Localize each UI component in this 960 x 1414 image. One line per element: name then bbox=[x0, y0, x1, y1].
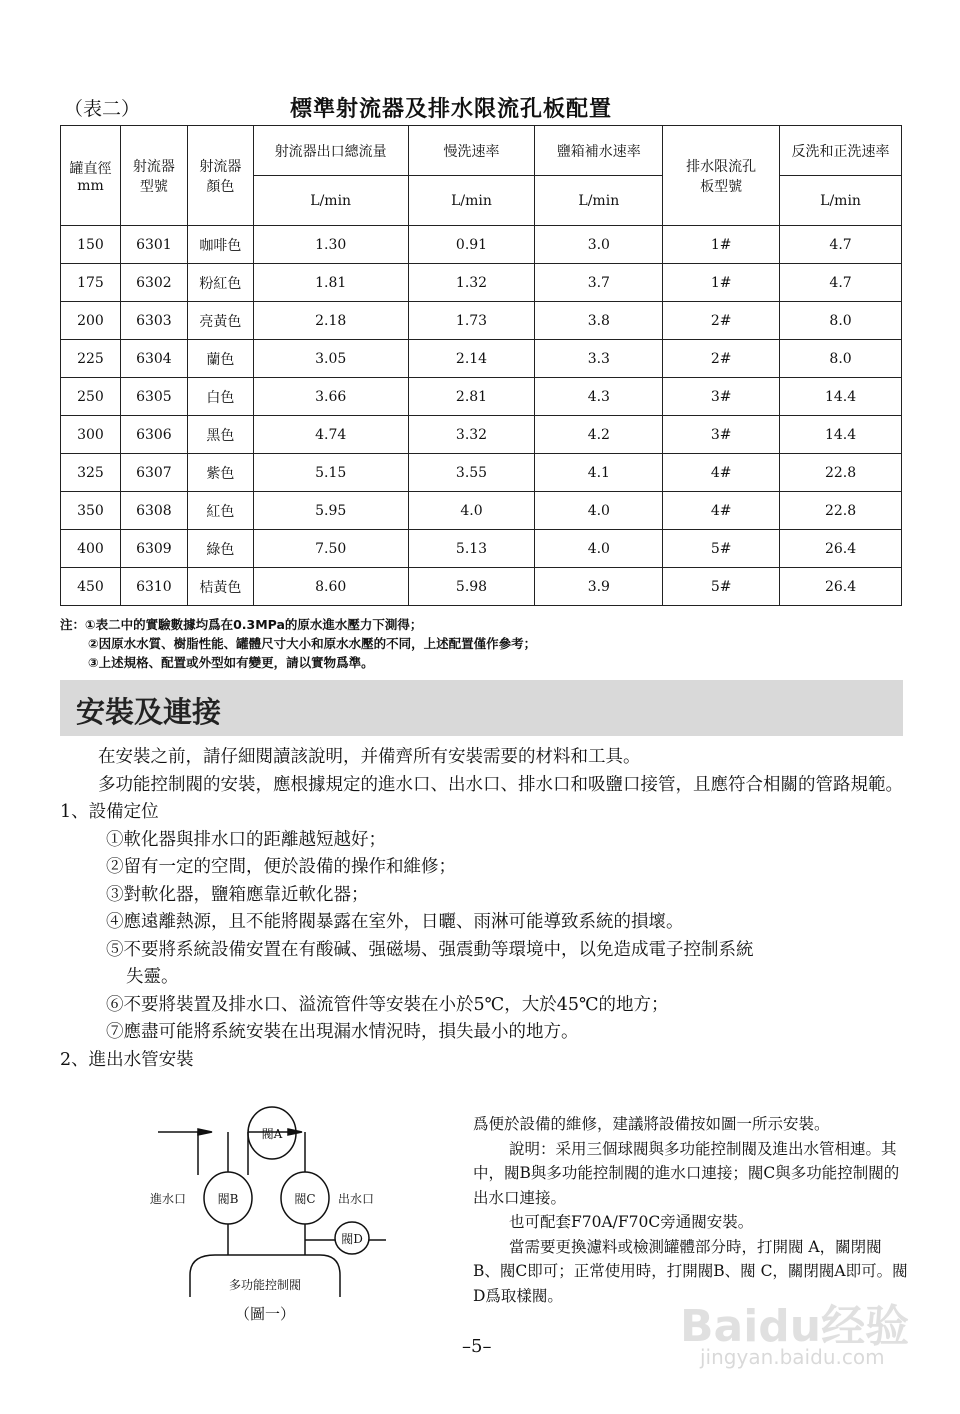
table-cell: 22.8 bbox=[780, 454, 902, 492]
table-cell: 3.3 bbox=[535, 340, 663, 378]
table-cell: 4# bbox=[663, 454, 780, 492]
table-cell: 4.74 bbox=[253, 416, 408, 454]
table-cell: 300 bbox=[61, 416, 121, 454]
table-cell: 2.81 bbox=[408, 378, 535, 416]
table-cell: 0.91 bbox=[408, 226, 535, 264]
table-row bbox=[61, 340, 902, 378]
table-cell: 4.2 bbox=[535, 416, 663, 454]
table-cell: 亮黃色 bbox=[187, 302, 253, 340]
unit: L/min bbox=[253, 176, 408, 226]
valve-diagram bbox=[140, 1100, 470, 1330]
table-cell: 14.4 bbox=[780, 416, 902, 454]
table-row bbox=[61, 378, 902, 416]
header-flow: 射流器出口總流量 bbox=[253, 126, 408, 176]
table-cell: 14.4 bbox=[780, 378, 902, 416]
table-cell: 6308 bbox=[120, 492, 187, 530]
table-cell: 350 bbox=[61, 492, 121, 530]
install-explanation: 爲便於設備的維修，建議將設備按如圖一所示安裝。 說明：采用三個球閥與多功能控制閥及進出水管相連。其中，閥B與多功能控制閥的進水口連接；閥C與多功能控制閥的出水口連接。 也可配套F70A/F70C旁通閥安裝。 當需要更換濾料或檢測罐體部分時，打開閥 A，關閉閥B、閥C即可；正常使用時，打開閥B、閥 C，關閉閥A即可。閥D爲取樣閥。 bbox=[473, 1115, 908, 1305]
table-cell: 5.13 bbox=[408, 530, 535, 568]
table-title: 標準射流器及排水限流孔板配置 bbox=[290, 96, 613, 122]
table-cell: 6302 bbox=[120, 264, 187, 302]
table-cell: 6301 bbox=[120, 226, 187, 264]
table-cell: 4.3 bbox=[535, 378, 663, 416]
table-cell: 4.0 bbox=[535, 492, 663, 530]
table-cell: 325 bbox=[61, 454, 121, 492]
table-cell: 4# bbox=[663, 492, 780, 530]
table-row bbox=[61, 568, 902, 606]
table-cell: 黑色 bbox=[187, 416, 253, 454]
table-row bbox=[61, 530, 902, 568]
table-cell: 6309 bbox=[120, 530, 187, 568]
table-cell: 3.0 bbox=[535, 226, 663, 264]
table-cell: 1.73 bbox=[408, 302, 535, 340]
unit: L/min bbox=[408, 176, 535, 226]
table-row bbox=[61, 264, 902, 302]
header-backwash: 反洗和正洗速率 bbox=[780, 126, 902, 176]
table-cell: 5# bbox=[663, 568, 780, 606]
table-cell: 8.60 bbox=[253, 568, 408, 606]
table-cell: 4.0 bbox=[408, 492, 535, 530]
table-cell: 2# bbox=[663, 302, 780, 340]
table-cell: 3# bbox=[663, 378, 780, 416]
table-cell: 22.8 bbox=[780, 492, 902, 530]
watermark-logo: Baidu经验 bbox=[680, 1301, 910, 1352]
header-color: 射流器顏色 bbox=[187, 126, 253, 226]
jet-config-table bbox=[60, 125, 902, 606]
table-row bbox=[61, 226, 902, 264]
table-cell: 1# bbox=[663, 226, 780, 264]
table-cell: 6304 bbox=[120, 340, 187, 378]
table-cell: 8.0 bbox=[780, 340, 902, 378]
table-cell: 蘭色 bbox=[187, 340, 253, 378]
table-cell: 175 bbox=[61, 264, 121, 302]
section-header: 安裝及連接 bbox=[60, 680, 903, 736]
table-row bbox=[61, 302, 902, 340]
table-cell: 200 bbox=[61, 302, 121, 340]
table-cell: 6307 bbox=[120, 454, 187, 492]
svg-text:多功能控制閥: 多功能控制閥 bbox=[228, 1278, 302, 1292]
table-caption: （表二） bbox=[64, 98, 141, 120]
page-number: –5– bbox=[462, 1336, 492, 1357]
watermark-url: jingyan.baidu.com bbox=[700, 1345, 885, 1369]
table-cell: 紫色 bbox=[187, 454, 253, 492]
table-cell: 400 bbox=[61, 530, 121, 568]
table-cell: 1.30 bbox=[253, 226, 408, 264]
table-cell: 450 bbox=[61, 568, 121, 606]
table-cell: 紅色 bbox=[187, 492, 253, 530]
table-cell: 3.7 bbox=[535, 264, 663, 302]
table-cell: 5.95 bbox=[253, 492, 408, 530]
table-cell: 26.4 bbox=[780, 530, 902, 568]
table-cell: 3.66 bbox=[253, 378, 408, 416]
table-row bbox=[61, 454, 902, 492]
svg-text:閥B: 閥B bbox=[217, 1192, 239, 1206]
table-cell: 6303 bbox=[120, 302, 187, 340]
install-text: 在安裝之前，請仔細閱讀該說明，并備齊所有安裝需要的材料和工具。 多功能控制閥的安裝，應根據規定的進水口、出水口、排水口和吸鹽口接管，且應符合相關的管路規範。 1、設備定位 ①軟化器與排水口的距離越短越好； ②留有一定的空間，便於設備的操作和維修； ③對軟化器，鹽箱應靠近軟化器； ④應遠離熱源，且不能將閥暴露在室外，日曬、雨淋可能導致系統的損壞。 ⑤不要將系統設備安置在有酸碱、强磁場、强震動等環境中，以免造成電子控制系統 失靈。 ⑥不要將裝置及排水口、溢流管件等安裝在小於5℃，大於45℃的地方； ⑦應盡可能將系統安裝在出現漏水情況時，損失最小的地方。 2、進出水管安裝 bbox=[60, 747, 903, 1070]
unit: L/min bbox=[780, 176, 902, 226]
table-cell: 1# bbox=[663, 264, 780, 302]
table-cell: 3# bbox=[663, 416, 780, 454]
table-cell: 225 bbox=[61, 340, 121, 378]
table-cell: 250 bbox=[61, 378, 121, 416]
table-cell: 白色 bbox=[187, 378, 253, 416]
table-cell: 6306 bbox=[120, 416, 187, 454]
table-cell: 1.81 bbox=[253, 264, 408, 302]
table-cell: 3.05 bbox=[253, 340, 408, 378]
svg-text:出水口: 出水口 bbox=[338, 1192, 375, 1206]
table-cell: 4.7 bbox=[780, 226, 902, 264]
table-cell: 2# bbox=[663, 340, 780, 378]
header-brine: 鹽箱補水速率 bbox=[535, 126, 663, 176]
header-diameter: 罐直徑 mm bbox=[61, 126, 121, 226]
svg-text:進水口: 進水口 bbox=[150, 1192, 187, 1206]
header-orifice: 排水限流孔板型號 bbox=[663, 126, 780, 226]
table-cell: 5.98 bbox=[408, 568, 535, 606]
svg-text:閥A: 閥A bbox=[261, 1127, 283, 1141]
table-cell: 7.50 bbox=[253, 530, 408, 568]
table-row bbox=[61, 492, 902, 530]
table-cell: 3.8 bbox=[535, 302, 663, 340]
table-cell: 2.14 bbox=[408, 340, 535, 378]
table-cell: 3.9 bbox=[535, 568, 663, 606]
table-row bbox=[61, 416, 902, 454]
table-cell: 1.32 bbox=[408, 264, 535, 302]
table-cell: 4.0 bbox=[535, 530, 663, 568]
table-cell: 8.0 bbox=[780, 302, 902, 340]
svg-text:閥C: 閥C bbox=[294, 1192, 316, 1206]
header-slow: 慢洗速率 bbox=[408, 126, 535, 176]
table-cell: 4.7 bbox=[780, 264, 902, 302]
table-cell: 3.32 bbox=[408, 416, 535, 454]
unit: L/min bbox=[535, 176, 663, 226]
notes: 注：①表二中的實驗數據均爲在0.3MPa的原水進水壓力下測得； ②因原水水質、樹脂性能、罐體尺寸大小和原水水壓的不同，上述配置僅作參考； ③上述規格、配置或外型如有變更，請以實物爲準。 bbox=[60, 617, 537, 670]
table-cell: 6310 bbox=[120, 568, 187, 606]
svg-text:閥D: 閥D bbox=[341, 1232, 363, 1246]
svg-text:（圖一）: （圖一） bbox=[234, 1305, 296, 1323]
table-cell: 咖啡色 bbox=[187, 226, 253, 264]
table-cell: 5.15 bbox=[253, 454, 408, 492]
table-cell: 6305 bbox=[120, 378, 187, 416]
table-cell: 2.18 bbox=[253, 302, 408, 340]
table-cell: 3.55 bbox=[408, 454, 535, 492]
table-cell: 5# bbox=[663, 530, 780, 568]
table-cell: 26.4 bbox=[780, 568, 902, 606]
header-model: 射流器型號 bbox=[120, 126, 187, 226]
table-cell: 150 bbox=[61, 226, 121, 264]
table-cell: 粉紅色 bbox=[187, 264, 253, 302]
table-cell: 4.1 bbox=[535, 454, 663, 492]
table-cell: 綠色 bbox=[187, 530, 253, 568]
table-cell: 桔黃色 bbox=[187, 568, 253, 606]
